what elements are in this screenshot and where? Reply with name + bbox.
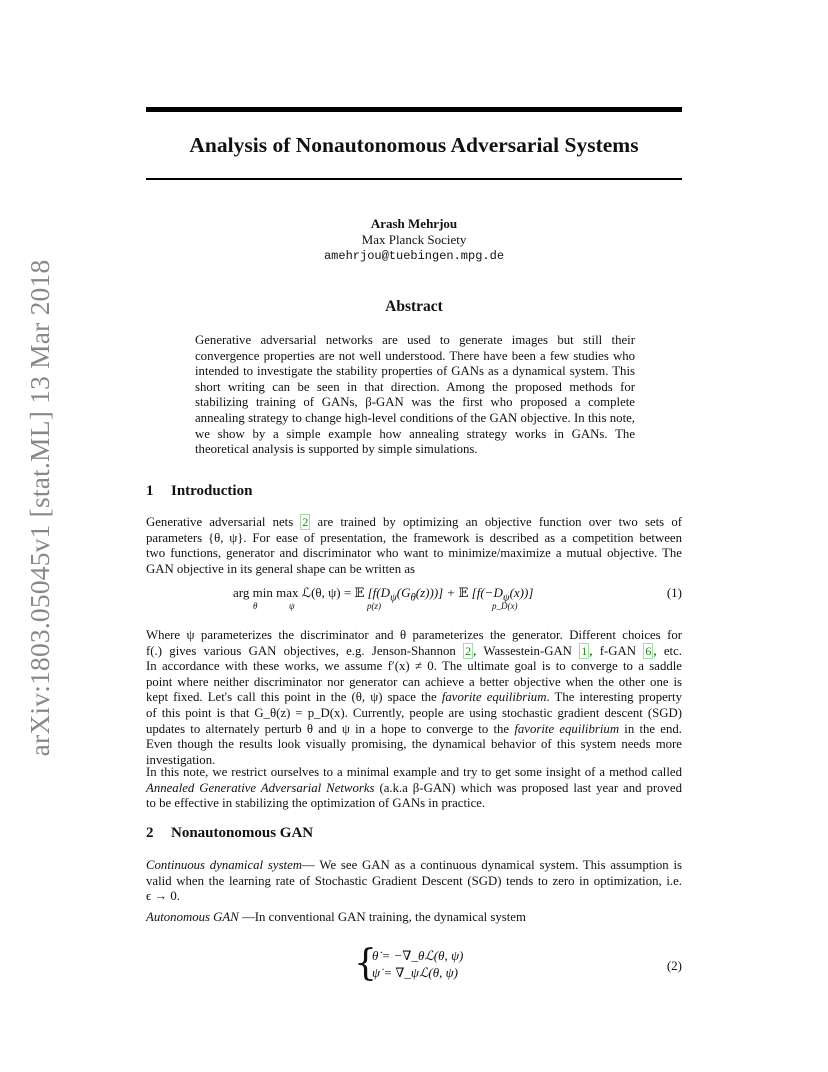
text-line: valid when the learning rate of Stochastic Gradient Descent (SGD) tends to zero in optimization, i.e. — [146, 873, 682, 888]
text-line: Annealed Generative Adversarial Networks (a.k.a β-GAN) which was proposed last year and proved — [146, 780, 682, 795]
text-line: two functions, generator and discriminator who want to minimize/maximize a mutual objective. The — [146, 546, 682, 561]
text-line: Generative adversarial nets 2 are trained by optimizing an objective function over two sets of — [146, 515, 682, 529]
text-line: kept fixed. Let's call this point in the (θ, ψ) space the favorite equilibrium. The interesting property — [146, 690, 682, 705]
text-line: Autonomous GAN —In conventional GAN training, the dynamical system — [146, 910, 526, 924]
paper-title: Analysis of Nonautonomous Adversarial Systems — [189, 133, 639, 157]
section2-paragraph-2 — [146, 910, 682, 926]
equation-1-body: arg min max ℒ(θ, ψ) = 𝔼 $[f(D_\psi(G_\theta(z)))]$ + 𝔼 $[f(-D_\psi(x))]$ — [233, 585, 534, 604]
intro-paragraph-1 — [146, 515, 682, 577]
equation-2-row-2: ψ̇ = ∇_ψℒ(θ, ψ) — [372, 965, 458, 980]
text-line: Even though the results look visually promising, the dynamical behavior of this system needs more — [146, 737, 682, 752]
author-block — [146, 216, 682, 264]
subscript-theta: θ — [253, 601, 258, 611]
text-line: point where neither discriminator nor generator can achieve a better objective when the other one is — [146, 674, 682, 689]
text-line: updates to alternately perturb θ and ψ in a hope to converge to the favorite equilibrium in the end. — [146, 721, 682, 736]
left-brace: { — [354, 943, 377, 984]
text-line: Where ψ parameterizes the discriminator and θ parameterizes the generator. Different choices for — [146, 628, 682, 642]
subscript-pz: p(z) — [367, 601, 381, 611]
section-heading-nonautonomous-gan — [146, 823, 313, 843]
title-bottom-rule — [146, 178, 682, 180]
text-line: Continuous dynamical system— We see GAN as a continuous dynamical system. This assumption is — [146, 858, 682, 872]
citation-link[interactable]: 6 — [645, 643, 652, 658]
citation-link[interactable]: 2 — [302, 515, 309, 529]
author-name: Arash Mehrjou — [370, 216, 458, 231]
author-email[interactable]: amehrjou@tuebingen.mpg.de — [323, 249, 505, 263]
text-line: f(.) gives various GAN objectives, e.g. Jenson-Shannon 2 , Wassestein-GAN 1 , f-GAN 6 , etc. — [146, 643, 682, 658]
subscript-psi: ψ — [289, 601, 295, 611]
equation-number: (2) — [666, 958, 682, 973]
arxiv-stamp-text: arXiv:1803.05045v1 [stat.ML] 13 Mar 2018 — [24, 259, 55, 757]
equation-1 — [146, 585, 682, 617]
text-line: GAN objective in its general shape can be written as — [146, 561, 415, 576]
section-title: Nonautonomous GAN — [171, 825, 314, 841]
equation-2 — [146, 943, 682, 984]
section2-paragraph-1 — [146, 858, 682, 905]
subscript-pd: p_D(x) — [492, 601, 518, 611]
text-line: to be effective in stabilizing the optimization of GANs in practice. — [146, 796, 486, 811]
text-line: of this point is that G_θ(z) = p_D(x). Currently, people are using stochastic gradient descent (SGD) — [146, 705, 682, 720]
section-number: 2 — [146, 825, 154, 841]
abstract-text: Generative adversarial networks are used to generate images but still their convergence properties are not well understood. There have been a few studies who intended to investigate the stability properties of GANs as a dynamical system. This short writing can be seen in that direction. Among the proposed methods for stabilizing training of GANs, β-GAN was the first who proposed a complete annealing strategy to change high-level conditions of the GAN objective. In this note, we show by a simple example how annealing strategy works in GANs. The theoretical analysis is supported by simple simulations. — [195, 333, 635, 457]
equation-number: (1) — [666, 585, 682, 600]
section-number: 1 — [146, 483, 154, 499]
text-line: In accordance with these works, we assume f′(x) ≠ 0. The ultimate goal is to converge to a saddle — [146, 659, 682, 674]
equation-2-row-1: θ̇ = −∇_θℒ(θ, ψ) — [372, 948, 464, 963]
author-affiliation: Max Planck Society — [361, 232, 467, 247]
text-line: ϵ → 0. — [146, 889, 180, 904]
intro-paragraph-3 — [146, 765, 682, 812]
text-line: In this note, we restrict ourselves to a minimal example and try to get some insight of a method called — [146, 765, 682, 779]
section-title: Introduction — [171, 483, 253, 499]
section-heading-introduction — [146, 481, 252, 501]
citation-link[interactable]: 2 — [465, 643, 472, 658]
title-top-rule — [146, 107, 682, 112]
text-line: investigation. — [146, 752, 216, 767]
abstract-heading: Abstract — [385, 298, 443, 315]
intro-paragraph-2 — [146, 628, 682, 768]
citation-link[interactable]: 1 — [581, 643, 588, 658]
text-line: parameters {θ, ψ}. For ease of presentation, the framework is described as a competition between — [146, 530, 682, 545]
